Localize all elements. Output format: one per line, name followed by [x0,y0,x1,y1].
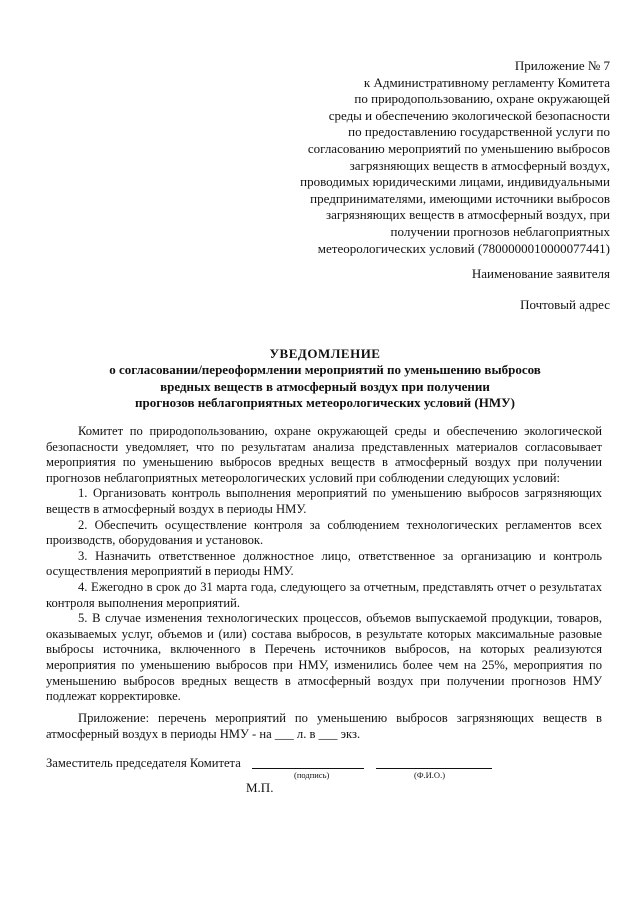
appendix-line: среды и обеспечению экологической безопасности [328,107,610,123]
attachment-text: Приложение: перечень мероприятий по уменьшению выбросов загрязняющих веществ в атмосферный воздух в периоды НМУ - на ___ л. в ___ экз. [46,711,602,741]
full-name-line [376,768,492,769]
attachment-note [46,711,602,742]
notice-body [46,424,602,705]
signatory-position: Заместитель председателя Комитета [46,756,241,770]
appendix-line: метеорологических условий (7800000010000077441) [317,240,610,256]
appendix-line: по природопользованию, охране окружающей [354,91,610,107]
appendix-header [280,58,610,257]
signature-line [252,768,364,769]
stamp-place-label: М.П. [246,780,274,795]
full-name-caption: (Ф.И.О.) [414,770,446,780]
appendix-line: получении прогнозов неблагоприятных [390,223,610,239]
condition-item: 3. Назначить ответственное должностное лицо, ответственное за организацию и контроль осуществления мероприятий в периоды НМУ. [46,548,602,579]
appendix-line: по предоставлению государственной услуги по [348,124,610,140]
appendix-line: загрязняющих веществ в атмосферный воздух, [349,157,610,173]
notice-title [40,346,610,412]
appendix-line: к Административному регламенту Комитета [363,74,610,90]
signature-caption: (подпись) [294,770,330,780]
appendix-line: согласованию мероприятий по уменьшению выбросов [307,140,610,156]
notice-subtitle-line: прогнозов неблагоприятных метеорологических условий (НМУ) [135,395,515,411]
notice-subtitle-line: вредных веществ в атмосферный воздух при получении [160,378,490,394]
intro-paragraph: Комитет по природопользованию, охране окружающей среды и обеспечению экологической безопасности уведомляет, что по результатам анализа представленных материалов согласовывает мероприятия по уменьшению выбросов вредных веществ в атмосферный воздух при получении прогнозов неблагоприятных метеорологических условий при соблюдении следующих условий: [46,424,602,485]
appendix-line: загрязняющих веществ в атмосферный воздух, при [325,207,610,223]
postal-address-label: Почтовый адрес [520,297,610,312]
appendix-line: Приложение № 7 [514,58,610,73]
notice-heading: УВЕДОМЛЕНИЕ [269,346,381,361]
applicant-name-label: Наименование заявителя [471,266,610,281]
appendix-line: предпринимателями, имеющими источники выбросов [310,190,610,206]
condition-item: 5. В случае изменения технологических процессов, объемов выпускаемой продукции, товаров, оказываемых услуг, объемов и (или) состава выбросов, в результате которых максимальные разовые выбросы источника, включенного в Перечень источников выбросов, на которых реализуются мероприятия по уменьшению выбросов при НМУ, изменились более чем на 25%, мероприятия по уменьшению выбросов вредных веществ в атмосферный воздух при получении прогнозов НМУ подлежат корректировке. [46,611,602,704]
condition-item: 2. Обеспечить осуществление контроля за соблюдением технологических регламентов всех производств, оборудования и установок. [46,517,602,548]
notice-subtitle-line: о согласовании/переоформлении мероприятий по уменьшению выбросов [109,362,541,378]
condition-item: 1. Организовать контроль выполнения мероприятий по уменьшению выбросов загрязняющих веществ в атмосферный воздух в периоды НМУ. [46,486,602,516]
condition-item: 4. Ежегодно в срок до 31 марта года, следующего за отчетным, представлять отчет о результатах контроля выполнения мероприятий. [46,579,602,610]
appendix-line: проводимых юридическими лицами, индивидуальными [300,174,610,190]
